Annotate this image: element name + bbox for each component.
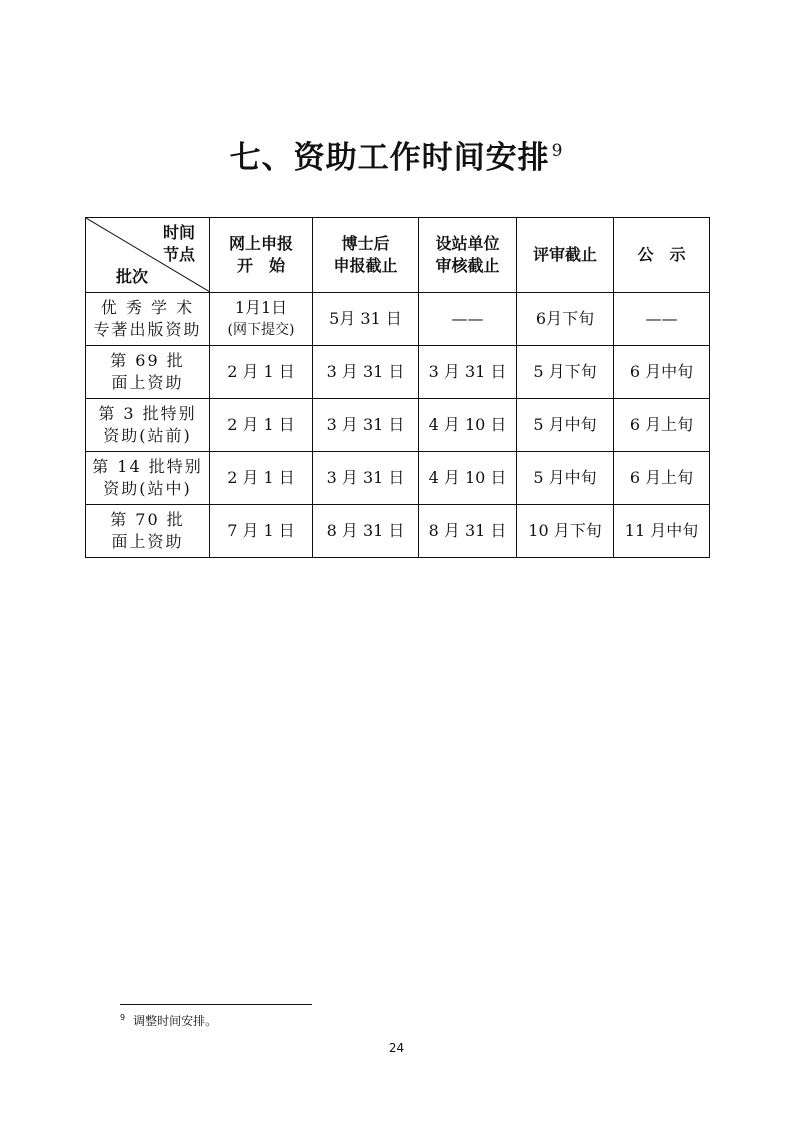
table-row <box>86 399 710 452</box>
corner-label-time: 时间 <box>162 223 195 242</box>
table-cell: 7 月 1 日 <box>210 505 313 558</box>
table-cell: 3 月 31 日 <box>419 346 517 399</box>
row-label: 第 14 批特别 资助(站中) <box>86 452 210 505</box>
table-cell: 2 月 1 日 <box>210 346 313 399</box>
title-text: 七、资助工作时间安排 <box>229 140 550 176</box>
table-cell: 6 月上旬 <box>614 399 710 452</box>
table-cell: 3 月 31 日 <box>313 399 419 452</box>
table-row <box>86 452 710 505</box>
table-row <box>86 346 710 399</box>
page-number: 24 <box>388 1041 405 1055</box>
table-cell: 11 月中旬 <box>614 505 710 558</box>
corner-label-node: 节点 <box>162 245 195 264</box>
table-cell: 5月 31 日 <box>313 293 419 346</box>
header-unit-review-deadline: 设站单位 审核截止 <box>419 218 517 293</box>
footnote-ref: 9 <box>551 141 564 161</box>
table-cell: —— <box>419 293 517 346</box>
header-online-start: 网上申报 开 始 <box>210 218 313 293</box>
row-label: 第 3 批特别 资助(站前) <box>86 399 210 452</box>
table-cell: 6 月中旬 <box>614 346 710 399</box>
table-cell: 5 月中旬 <box>517 399 614 452</box>
table-cell: 5 月中旬 <box>517 452 614 505</box>
header-publicity: 公 示 <box>614 218 710 293</box>
table-cell: 2 月 1 日 <box>210 452 313 505</box>
table-cell: 10 月下旬 <box>517 505 614 558</box>
table-cell: 4 月 10 日 <box>419 452 517 505</box>
corner-header <box>86 218 210 293</box>
table-cell: 4 月 10 日 <box>419 399 517 452</box>
table-cell: 1月1日 (网下提交) <box>210 293 313 346</box>
table-cell: 8 月 31 日 <box>419 505 517 558</box>
row-label: 优 秀 学 术 专著出版资助 <box>86 293 210 346</box>
table-cell: 6月下旬 <box>517 293 614 346</box>
footnote <box>120 1012 217 1029</box>
page-title <box>0 132 793 177</box>
table-cell: 6 月上旬 <box>614 452 710 505</box>
header-row <box>86 218 710 293</box>
header-postdoc-deadline: 博士后 申报截止 <box>313 218 419 293</box>
table-cell: —— <box>614 293 710 346</box>
footnote-divider <box>120 1004 312 1005</box>
table-cell: 3 月 31 日 <box>313 452 419 505</box>
table-cell: 3 月 31 日 <box>313 346 419 399</box>
table-cell: 2 月 1 日 <box>210 399 313 452</box>
corner-label-batch: 批次 <box>116 267 149 286</box>
header-evaluation-deadline: 评审截止 <box>517 218 614 293</box>
row-label: 第 69 批 面上资助 <box>86 346 210 399</box>
table-row <box>86 505 710 558</box>
footnote-marker: 9 <box>120 1013 126 1022</box>
table-cell: 5 月下旬 <box>517 346 614 399</box>
footnote-text: 调整时间安排。 <box>133 1014 218 1028</box>
schedule-table <box>85 217 710 558</box>
table-row <box>86 293 710 346</box>
table-cell: 8 月 31 日 <box>313 505 419 558</box>
row-label: 第 70 批 面上资助 <box>86 505 210 558</box>
